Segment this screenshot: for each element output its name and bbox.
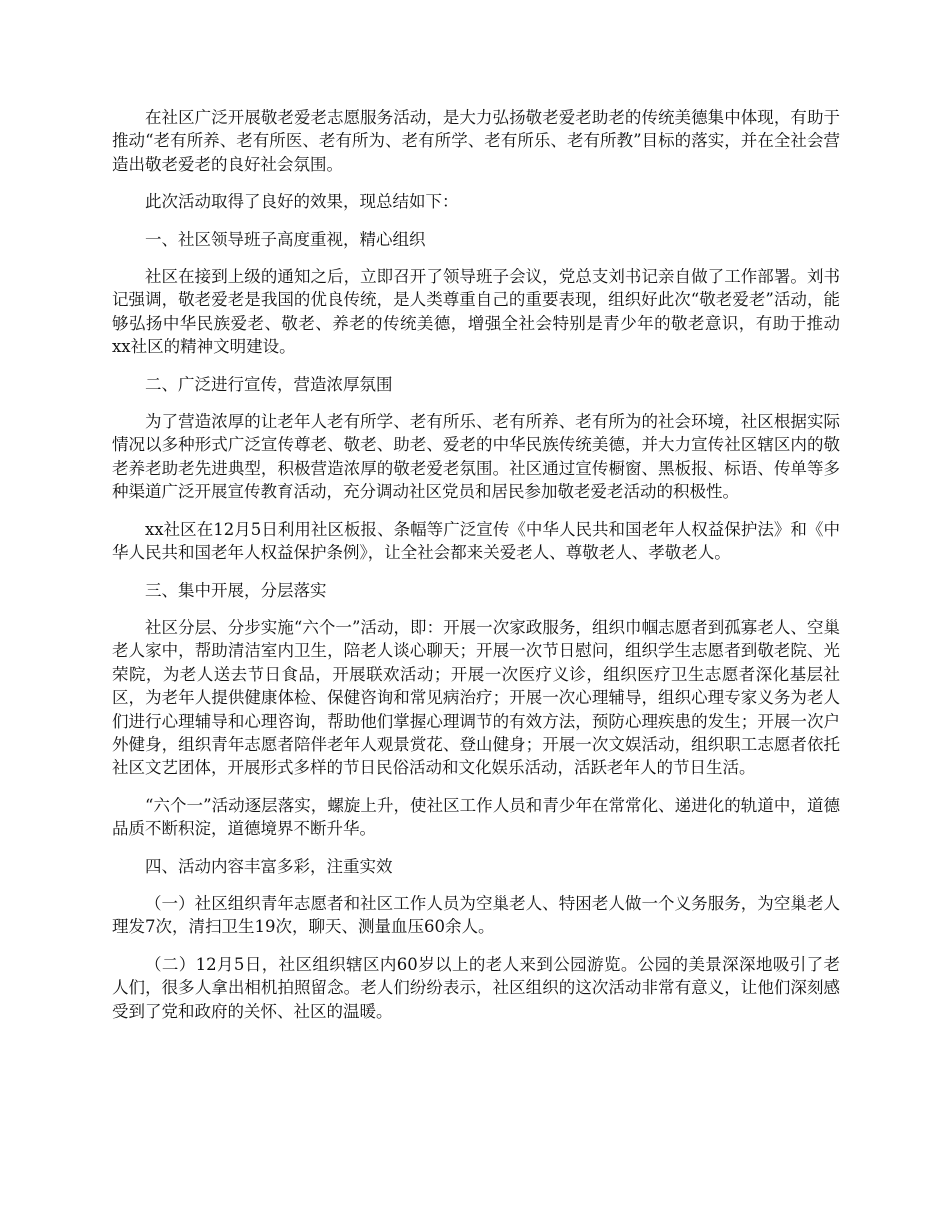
- section-heading-1: 一、社区领导班子高度重视，精心组织: [145, 229, 426, 249]
- section-heading-4: 四、活动内容丰富多彩，注重实效: [145, 856, 393, 876]
- section-1-paragraph: 社区在接到上级的通知之后，立即召开了领导班子会议，党总支刘书记亲自做了工作部署。刘书记强调，敬老爱老是我国的优良传统，是人类尊重自己的重要表现，组织好此次“敬老爱老”活动，能够弘扬中华民族爱老、敬老、养老的传统美德，增强全社会特别是青少年的敬老意识，有助于推动xx社区的精神文明建设。: [112, 267, 840, 357]
- document-body: [112, 106, 840, 1037]
- section-3-paragraph-1: 社区分层、分步实施“六个一”活动，即：开展一次家政服务，组织巾帼志愿者到孤寡老人、空巢老人家中，帮助清洁室内卫生，陪老人谈心聊天；开展一次节日慰问，组织学生志愿者到敬老院、光荣院，为老人送去节日食品，开展联欢活动；开展一次医疗义诊，组织医疗卫生志愿者深化基层社区，为老年人提供健康体检、保健咨询和常见病治疗；开展一次心理辅导，组织心理专家义务为老人们进行心理辅导和心理咨询，帮助他们掌握心理调节的有效方法，预防心理疾患的发生；开展一次户外健身，组织青年志愿者陪伴老年人观景赏花、登山健身；开展一次文娱活动，组织职工志愿者依托社区文艺团体，开展形式多样的节日民俗活动和文化娱乐活动，活跃老年人的节日生活。: [112, 617, 840, 778]
- intro-paragraph: 在社区广泛开展敬老爱老志愿服务活动，是大力弘扬敬老爱老助老的传统美德集中体现，有助于推动“老有所养、老有所医、老有所为、老有所学、老有所乐、老有所教”目标的落实，并在全社会营造出敬老爱老的良好社会氛围。: [112, 108, 840, 174]
- section-heading-2: 二、广泛进行宣传，营造浓厚氛围: [145, 374, 393, 394]
- section-2-paragraph-1: 为了营造浓厚的让老年人老有所学、老有所乐、老有所养、老有所为的社会环境，社区根据实际情况以多种形式广泛宣传尊老、敬老、助老、爱老的中华民族传统美德，并大力宣传社区辖区内的敬老养老助老先进典型，积极营造浓厚的敬老爱老氛围。社区通过宣传橱窗、黑板报、标语、传单等多种渠道广泛开展宣传教育活动，充分调动社区党员和居民参加敬老爱老活动的积极性。: [112, 412, 840, 502]
- summary-intro-paragraph: 此次活动取得了良好的效果，现总结如下：: [145, 192, 459, 212]
- section-heading-3: 三、集中开展，分层落实: [145, 580, 327, 600]
- section-3-paragraph-2: “六个一”活动逐层落实，螺旋上升，使社区工作人员和青少年在常常化、递进化的轨道中，道德品质不断积淀，道德境界不断升华。: [112, 795, 840, 839]
- section-2-paragraph-2: xx社区在12月5日利用社区板报、条幅等广泛宣传《中华人民共和国老年人权益保护法》和《中华人民共和国老年人权益保护条例》，让全社会都来关爱老人、尊敬老人、孝敬老人。: [112, 519, 840, 563]
- section-4-item-1: （一）社区组织青年志愿者和社区工作人员为空巢老人、特困老人做一个义务服务，为空巢老人理发7次，清扫卫生19次，聊天、测量血压60余人。: [112, 893, 840, 937]
- section-4-item-2: （二）12月5日，社区组织辖区内60岁以上的老人来到公园游览。公园的美景深深地吸引了老人们，很多人拿出相机拍照留念。老人们纷纷表示，社区组织的这次活动非常有意义，让他们深刻感受到了党和政府的关怀、社区的温暖。: [112, 954, 840, 1021]
